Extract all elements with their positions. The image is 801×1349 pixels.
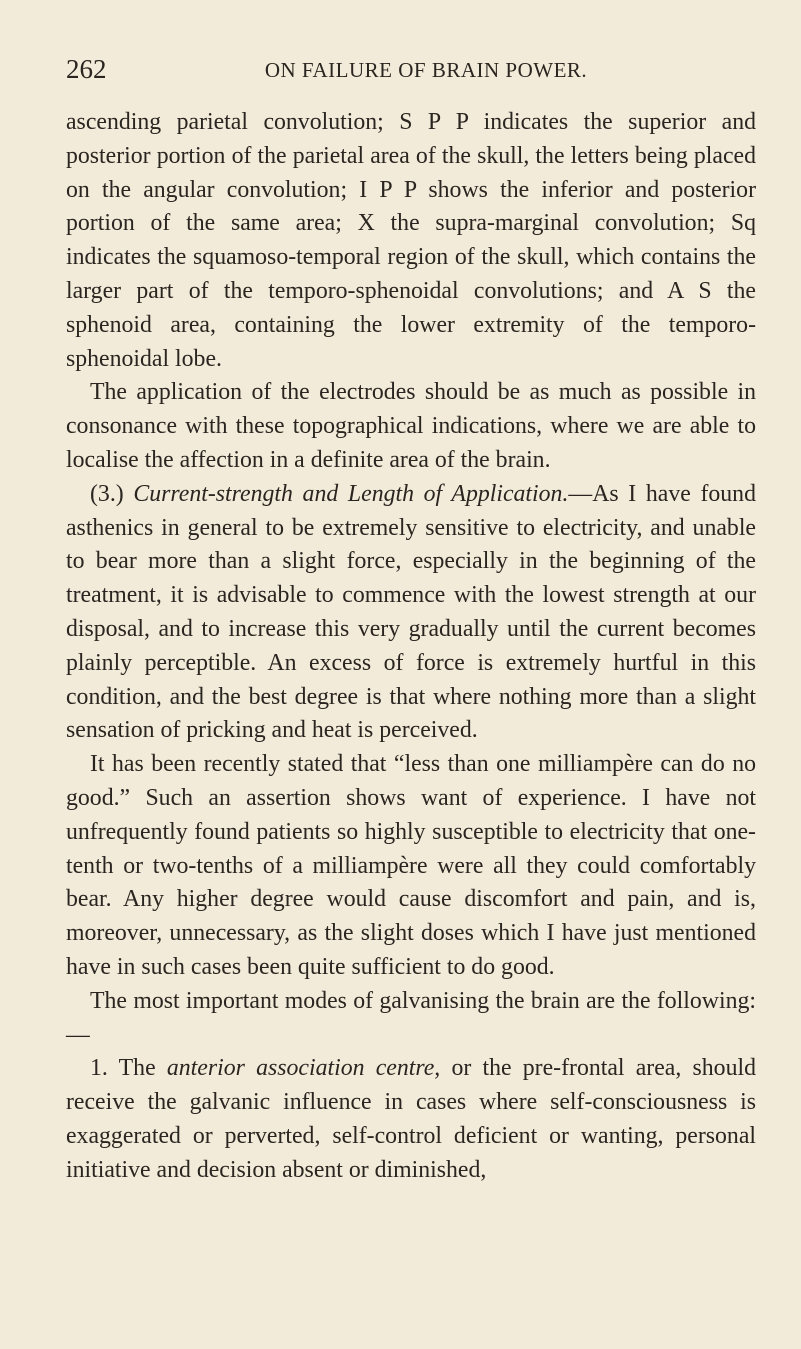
- paragraph-3-text: —As I have found asthenics in general to be extremely sensitive to electricity, and unable to bear more than a slight force, especially in the beginning of the treatment, it is advisable to commence with the lowest strength at our disposal, and to increase this very gradually until the current becomes plainly perceptible. An excess of force is extremely hurtful in this condition, and the best degree is that where nothing more than a slight sensation of pricking and heat is perceived.: [66, 480, 756, 744]
- paragraph-4: It has been recently stated that “less than one milliampère can do no good.” Such an assertion shows want of experience. I have not unfrequently found patients so highly susceptible to electricity that one-tenth or two-tenths of a milliampère were all they could comfortably bear. Any higher degree would cause discomfort and pain, and is, moreover, unnecessary, as the slight doses which I have just mentioned have in such cases been quite sufficient to do good.: [66, 751, 756, 980]
- body-text: [66, 106, 756, 1188]
- paragraph-6-lead: 1. The: [90, 1055, 167, 1082]
- running-title: ON FAILURE OF BRAIN POWER.: [264, 58, 588, 82]
- paragraph-3-lead: (3.): [90, 480, 134, 507]
- paragraph-5: The most important modes of galvanising the brain are the following:—: [66, 987, 756, 1048]
- paragraph-2: The application of the electrodes should be as much as possible in consonance with these topographical indications, where we are able to localise the affection in a definite area of the brain.: [66, 379, 756, 473]
- paragraph-6-text: or the pre-frontal area, should receive the galvanic influence in cases where self-consciousness is exaggerated or perverted, self-control deficient or wanting, personal initiative and decision absent or diminished,: [66, 1055, 756, 1183]
- paragraph-6: [66, 1052, 756, 1187]
- paragraph-1: ascending parietal convolution; S P P indicates the superior and posterior portion of the parietal area of the skull, the letters being placed on the angular convolution; I P P shows the inferior and posterior portion of the same area; X the supra-marginal convolution; Sq indicates the squamoso-temporal region of the skull, which contains the larger part of the temporo-sphenoidal convolutions; and A S the sphenoid area, containing the lower extremity of the temporo-sphenoidal lobe.: [66, 109, 756, 372]
- paragraph-3: [66, 478, 756, 748]
- term-anterior-association-centre: anterior association centre,: [166, 1055, 441, 1082]
- page-header: [66, 54, 756, 90]
- page-number: 262: [66, 54, 107, 84]
- section-heading-current-strength: Current-strength and Length of Application.: [133, 480, 569, 507]
